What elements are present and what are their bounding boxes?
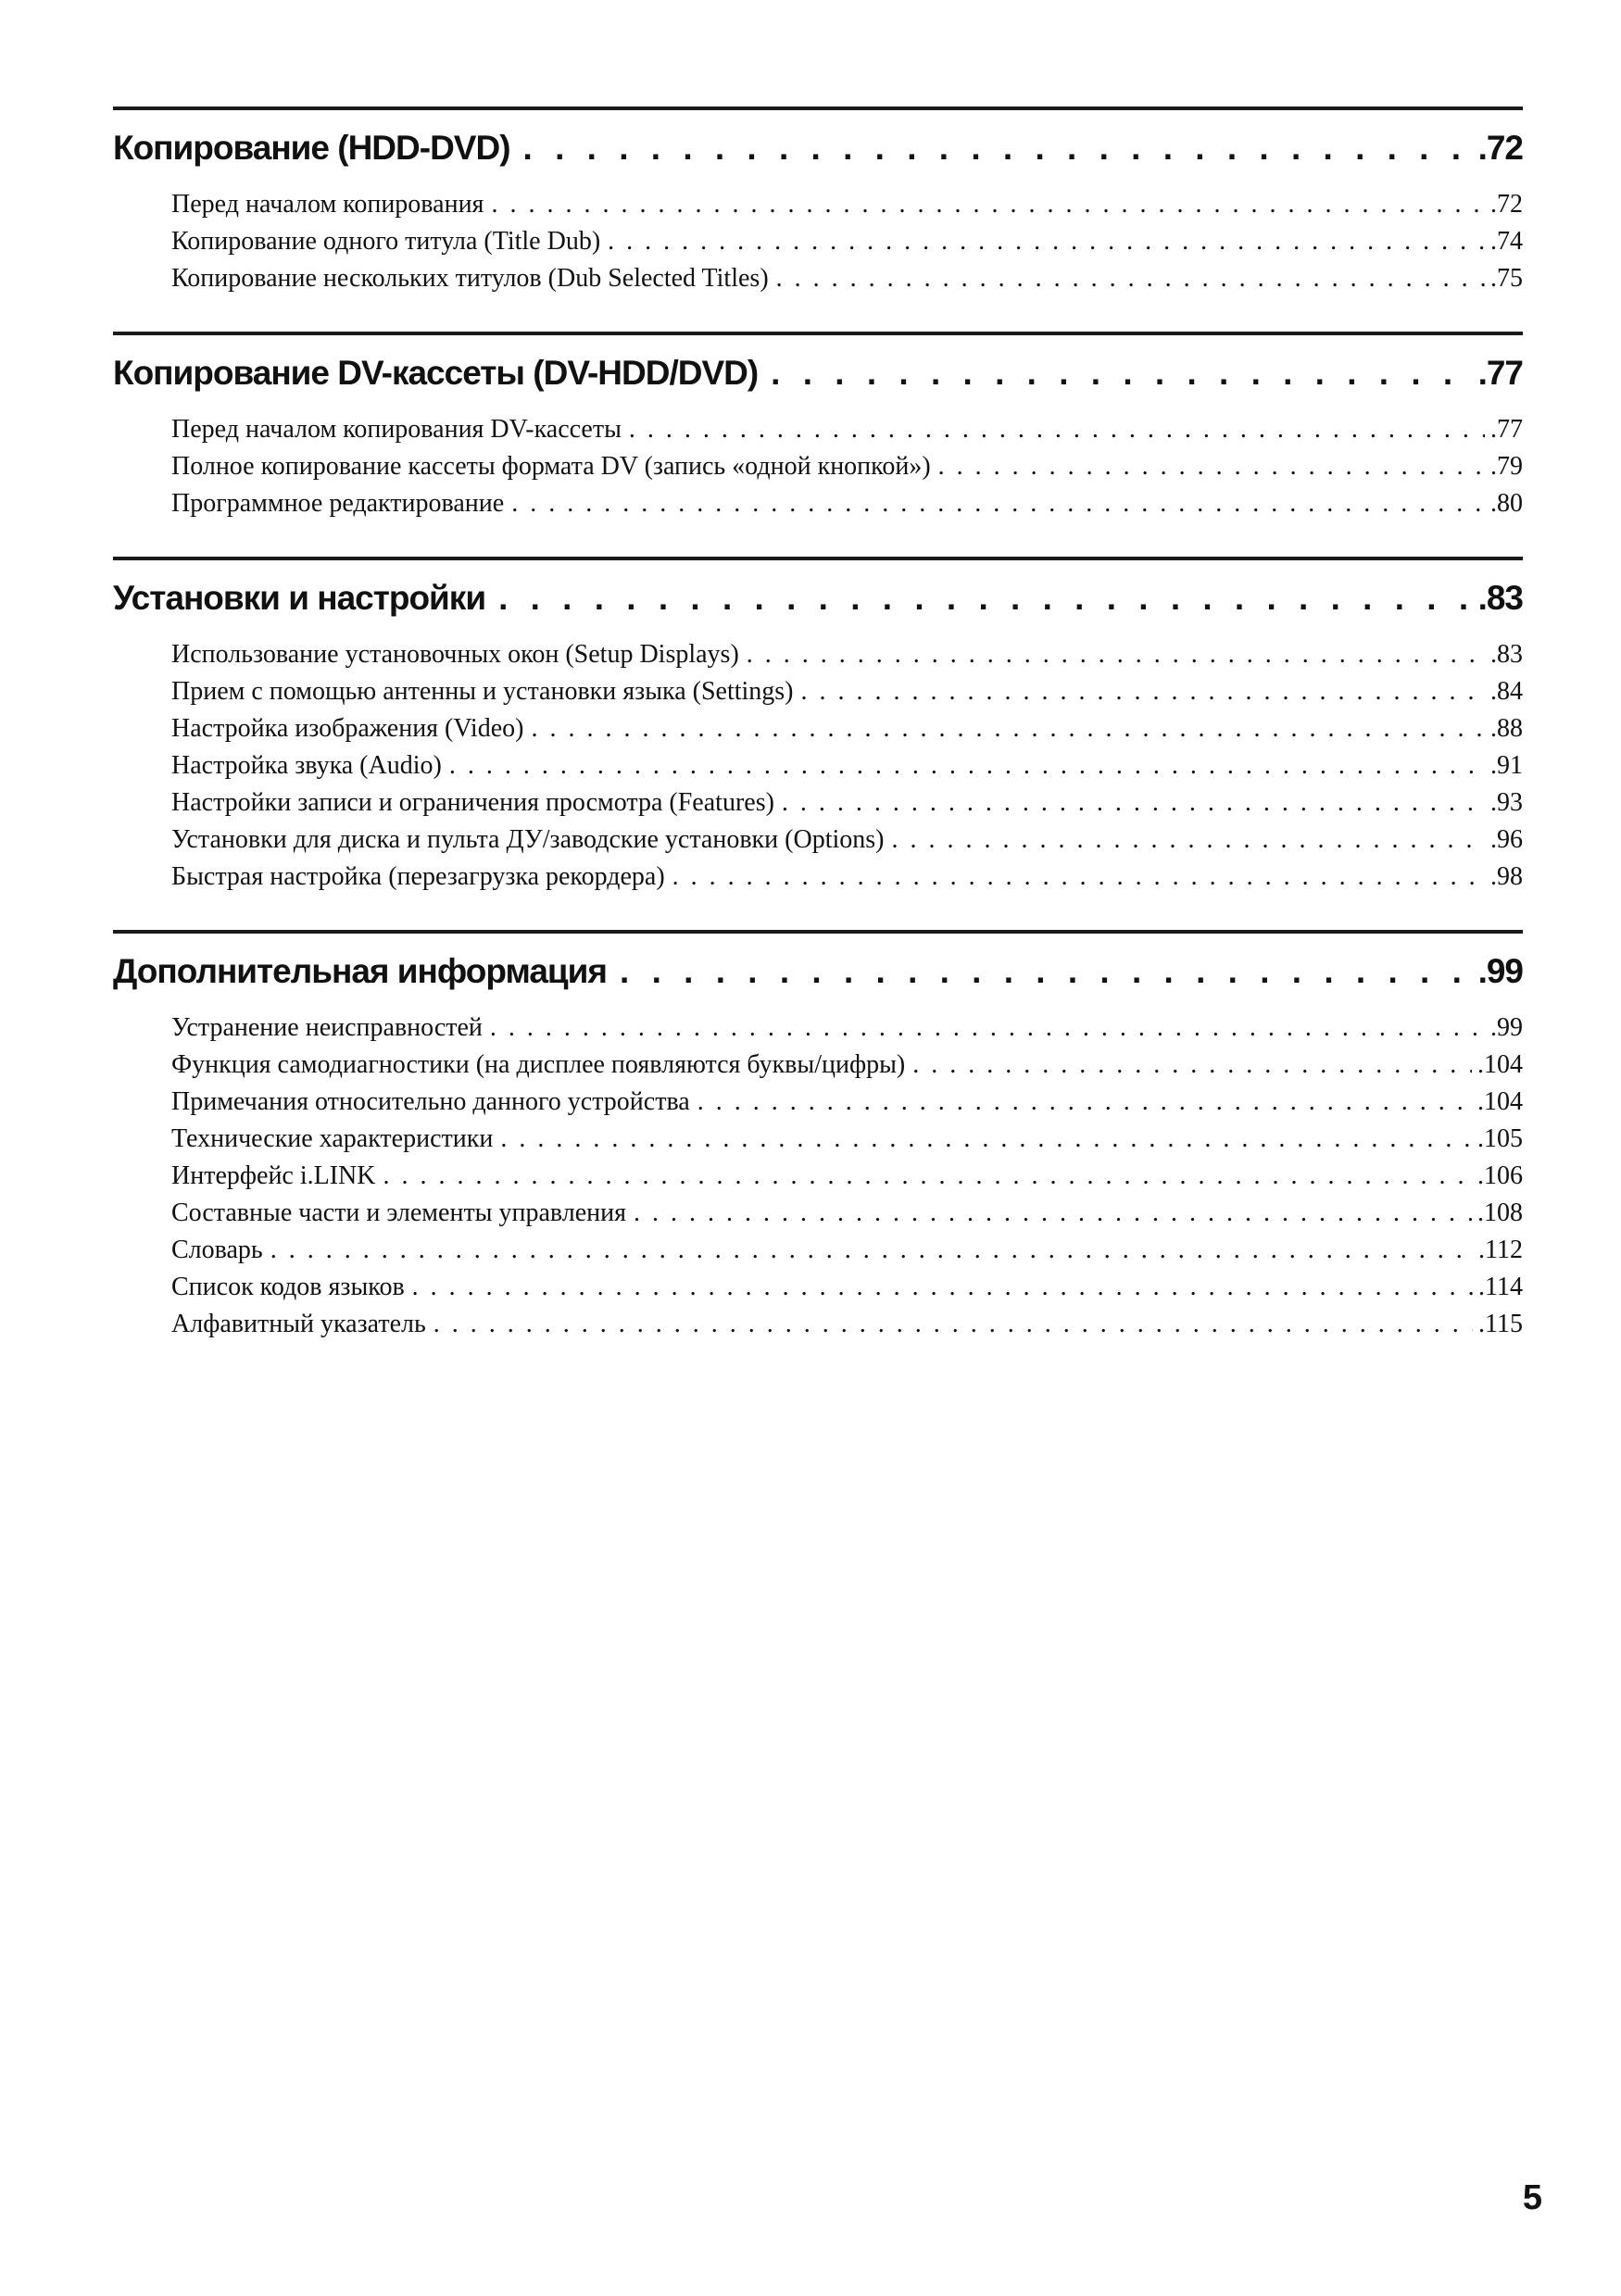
entry-page: 72 bbox=[1497, 190, 1523, 219]
table-of-contents bbox=[113, 107, 1523, 1377]
toc-entry[interactable]: Словарь . . . .112 bbox=[171, 1232, 1523, 1269]
dot-leader bbox=[776, 260, 1485, 297]
toc-entry[interactable]: Настройки записи и ограничения просмотра (Features) . . . .93 bbox=[171, 784, 1523, 822]
toc-entry[interactable]: Быстрая настройка (перезагрузка рекордера) . . . .98 bbox=[171, 859, 1523, 896]
entry-page: 104 bbox=[1484, 1087, 1523, 1116]
entry-title: Быстрая настройка (перезагрузка рекордера) bbox=[171, 862, 665, 891]
entry-page: 79 bbox=[1497, 452, 1523, 481]
entry-title: Словарь bbox=[171, 1236, 263, 1264]
toc-entry[interactable]: Полное копирование кассеты формата DV (запись «одной кнопкой») . . . .79 bbox=[171, 448, 1523, 485]
entry-title: Примечания относительно данного устройства bbox=[171, 1087, 690, 1116]
dot-leader bbox=[412, 1269, 1473, 1306]
dot-leader bbox=[491, 186, 1485, 223]
entry-page: 75 bbox=[1497, 264, 1523, 293]
entry-title: Прием с помощью антенны и установки языка (Settings) bbox=[171, 677, 794, 706]
toc-entry[interactable]: Технические характеристики . . . .105 bbox=[171, 1121, 1523, 1158]
toc-section bbox=[113, 107, 1523, 297]
section-title: Установки и настройки bbox=[113, 579, 486, 617]
section-page: 99 bbox=[1486, 952, 1523, 990]
toc-entry[interactable]: Настройка изображения (Video) . . . .88 bbox=[171, 710, 1523, 747]
toc-entry[interactable]: Перед началом копирования . . . .72 bbox=[171, 186, 1523, 223]
dot-leader bbox=[500, 1121, 1472, 1158]
entry-title: Список кодов языков bbox=[171, 1273, 405, 1301]
toc-entry[interactable]: Перед началом копирования DV-кассеты . . . .77 bbox=[171, 411, 1523, 448]
toc-entry[interactable]: Список кодов языков . . . .114 bbox=[171, 1269, 1523, 1306]
toc-entry[interactable]: Составные части и элементы управления . . . .108 bbox=[171, 1195, 1523, 1232]
section-title: Копирование DV-кассеты (DV-HDD/DVD) bbox=[113, 354, 759, 392]
dot-leader bbox=[531, 710, 1485, 747]
toc-entry[interactable]: Использование установочных окон (Setup Displays) . . . .83 bbox=[171, 636, 1523, 673]
entry-page: 77 bbox=[1497, 415, 1523, 444]
section-page: 72 bbox=[1486, 129, 1523, 167]
entry-page: 105 bbox=[1484, 1124, 1523, 1153]
section-heading[interactable]: Дополнительная информация . . . .99 bbox=[113, 947, 1523, 997]
entry-page: 112 bbox=[1485, 1236, 1523, 1264]
toc-entry[interactable]: Копирование нескольких титулов (Dub Selected Titles) . . . .75 bbox=[171, 260, 1523, 297]
entry-page: 80 bbox=[1497, 489, 1523, 518]
dot-leader bbox=[801, 673, 1485, 710]
toc-entry[interactable]: Функция самодиагностики (на дисплее появляются буквы/цифры) . . . .104 bbox=[171, 1047, 1523, 1084]
toc-entry[interactable]: Прием с помощью антенны и установки языка (Settings) . . . .84 bbox=[171, 673, 1523, 710]
entry-title: Устранение неисправностей bbox=[171, 1013, 483, 1042]
dot-leader bbox=[747, 636, 1485, 673]
dot-leader bbox=[498, 573, 1475, 623]
dot-leader bbox=[490, 1010, 1485, 1047]
entry-page: 96 bbox=[1497, 825, 1523, 854]
toc-entry[interactable]: Примечания относительно данного устройства . . . .104 bbox=[171, 1084, 1523, 1121]
entry-page: 91 bbox=[1497, 751, 1523, 780]
dot-leader bbox=[434, 1306, 1473, 1343]
section-page: 83 bbox=[1486, 579, 1523, 617]
entry-page: 104 bbox=[1484, 1050, 1523, 1079]
entry-title: Программное редактирование bbox=[171, 489, 505, 518]
entry-title: Технические характеристики bbox=[171, 1124, 494, 1153]
entry-title: Использование установочных окон (Setup Displays) bbox=[171, 640, 739, 669]
toc-entry[interactable]: Настройка звука (Audio) . . . .91 bbox=[171, 747, 1523, 784]
entry-title: Перед началом копирования DV-кассеты bbox=[171, 415, 622, 444]
dot-leader bbox=[912, 1047, 1472, 1084]
dot-leader bbox=[449, 747, 1485, 784]
section-page: 77 bbox=[1486, 354, 1523, 392]
dot-leader bbox=[383, 1158, 1473, 1195]
toc-section bbox=[113, 332, 1523, 522]
entry-page: 98 bbox=[1497, 862, 1523, 891]
entry-page: 74 bbox=[1497, 227, 1523, 256]
entry-title: Составные части и элементы управления bbox=[171, 1198, 626, 1227]
entry-page: 99 bbox=[1497, 1013, 1523, 1042]
entry-title: Копирование одного титула (Title Dub) bbox=[171, 227, 601, 256]
dot-leader bbox=[629, 411, 1485, 448]
entry-title: Настройка звука (Audio) bbox=[171, 751, 442, 780]
dot-leader bbox=[511, 485, 1485, 522]
entry-page: 106 bbox=[1484, 1161, 1523, 1190]
entry-page: 83 bbox=[1497, 640, 1523, 669]
entry-title: Настройка изображения (Video) bbox=[171, 714, 524, 743]
section-title: Дополнительная информация bbox=[113, 952, 608, 990]
entry-page: 88 bbox=[1497, 714, 1523, 743]
entry-page: 93 bbox=[1497, 788, 1523, 817]
page-number: 5 bbox=[1522, 2178, 1542, 2217]
toc-entry[interactable]: Копирование одного титула (Title Dub) . . . .74 bbox=[171, 223, 1523, 260]
toc-section bbox=[113, 557, 1523, 896]
entry-title: Функция самодиагностики (на дисплее появляются буквы/цифры) bbox=[171, 1050, 906, 1079]
section-title: Копирование (HDD-DVD) bbox=[113, 129, 510, 167]
entry-page: 115 bbox=[1485, 1310, 1523, 1338]
dot-leader bbox=[771, 348, 1474, 398]
section-heading[interactable]: Установки и настройки . . . .83 bbox=[113, 573, 1523, 623]
dot-leader bbox=[782, 784, 1485, 822]
dot-leader bbox=[938, 448, 1485, 485]
dot-leader bbox=[270, 1232, 1473, 1269]
dot-leader bbox=[523, 123, 1475, 173]
entry-page: 114 bbox=[1485, 1273, 1523, 1301]
entry-title: Интерфейс i.LINK bbox=[171, 1161, 376, 1190]
section-heading[interactable]: Копирование DV-кассеты (DV-HDD/DVD) . . . .77 bbox=[113, 348, 1523, 398]
toc-entry[interactable]: Алфавитный указатель . . . .115 bbox=[171, 1306, 1523, 1343]
section-heading[interactable]: Копирование (HDD-DVD) . . . .72 bbox=[113, 123, 1523, 173]
dot-leader bbox=[608, 223, 1485, 260]
dot-leader bbox=[672, 859, 1485, 896]
toc-entry[interactable]: Программное редактирование . . . .80 bbox=[171, 485, 1523, 522]
entry-title: Алфавитный указатель bbox=[171, 1310, 426, 1338]
dot-leader bbox=[891, 822, 1485, 859]
entry-title: Полное копирование кассеты формата DV (запись «одной кнопкой») bbox=[171, 452, 931, 481]
toc-entry[interactable]: Установки для диска и пульта ДУ/заводские установки (Options) . . . .96 bbox=[171, 822, 1523, 859]
entry-title: Перед началом копирования bbox=[171, 190, 484, 219]
entry-page: 108 bbox=[1484, 1198, 1523, 1227]
entry-title: Установки для диска и пульта ДУ/заводские установки (Options) bbox=[171, 825, 885, 854]
dot-leader bbox=[697, 1084, 1472, 1121]
entry-page: 84 bbox=[1497, 677, 1523, 706]
toc-section bbox=[113, 930, 1523, 1343]
dot-leader bbox=[634, 1195, 1472, 1232]
dot-leader bbox=[620, 947, 1475, 997]
entry-title: Копирование нескольких титулов (Dub Selected Titles) bbox=[171, 264, 769, 293]
entry-title: Настройки записи и ограничения просмотра (Features) bbox=[171, 788, 774, 817]
toc-entry[interactable]: Устранение неисправностей . . . .99 bbox=[171, 1010, 1523, 1047]
toc-entry[interactable]: Интерфейс i.LINK . . . .106 bbox=[171, 1158, 1523, 1195]
